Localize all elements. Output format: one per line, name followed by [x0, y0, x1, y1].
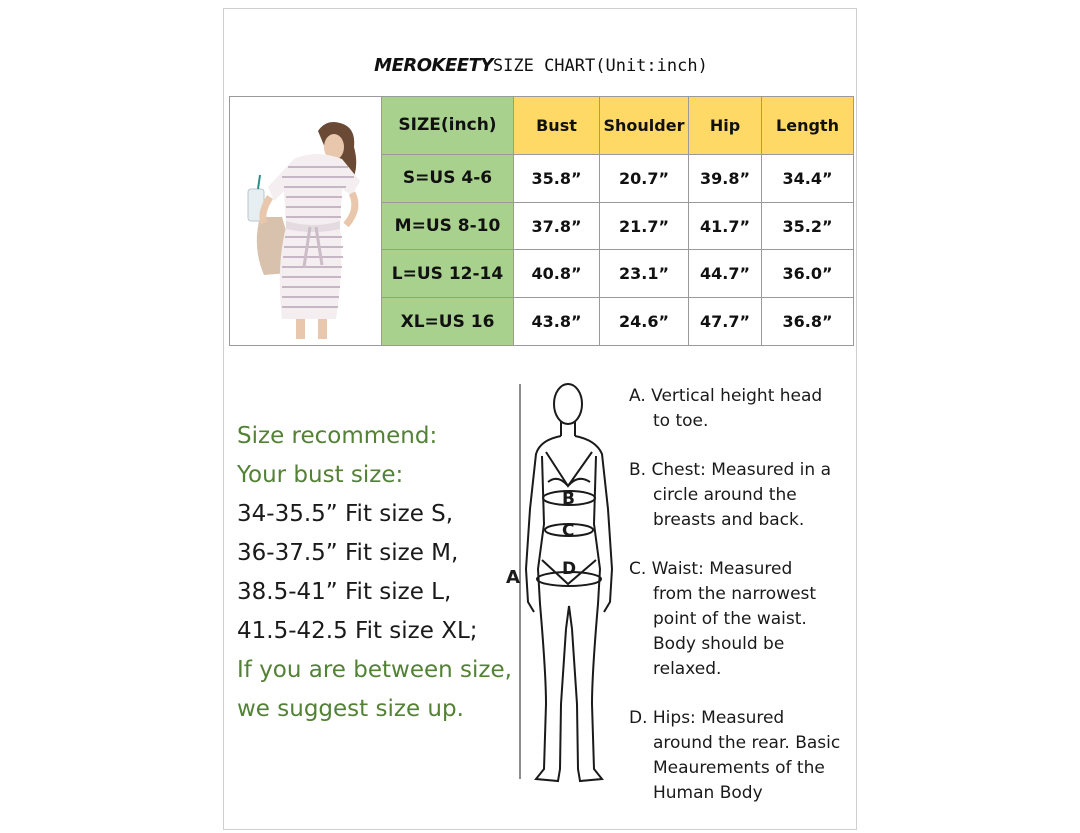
header-size: SIZE(inch)	[382, 97, 514, 155]
size-recommendation	[237, 417, 512, 729]
brand-name: MEROKEETY	[374, 55, 493, 76]
header-length: Length	[762, 97, 854, 155]
header-hip: Hip	[689, 97, 762, 155]
size-cell: XL=US 16	[382, 298, 514, 346]
shoulder-cell: 20.7”	[600, 154, 689, 202]
recommend-line-xl: 41.5-42.5 Fit size XL;	[237, 618, 478, 644]
dress-model-image	[230, 97, 381, 341]
hip-cell: 47.7”	[689, 298, 762, 346]
recommend-heading: Size recommend:	[237, 423, 438, 449]
bust-cell: 35.8”	[514, 154, 600, 202]
body-measurement-figure	[506, 374, 626, 794]
title-text: SIZE CHART(Unit:inch)	[492, 56, 708, 76]
hip-cell: 41.7”	[689, 202, 762, 250]
product-photo	[230, 97, 382, 346]
label-c: C	[562, 521, 575, 541]
size-cell: M=US 8-10	[382, 202, 514, 250]
size-chart-sheet	[223, 8, 857, 830]
header-shoulder: Shoulder	[600, 97, 689, 155]
size-cell: L=US 12-14	[382, 250, 514, 298]
hip-cell: 44.7”	[689, 250, 762, 298]
recommend-size-up-note: we suggest size up.	[237, 696, 464, 722]
bust-cell: 40.8”	[514, 250, 600, 298]
recommend-line-m: 36-37.5” Fit size M,	[237, 540, 459, 566]
recommend-subheading: Your bust size:	[237, 462, 404, 488]
chart-title	[224, 55, 858, 77]
note-d: D. Hips: Measured around the rear. Basic Meaurements of the Human Body	[629, 708, 841, 803]
recommend-line-s: 34-35.5” Fit size S,	[237, 501, 454, 527]
length-cell: 36.8”	[762, 298, 854, 346]
measurement-notes	[629, 384, 854, 830]
length-cell: 36.0”	[762, 250, 854, 298]
shoulder-cell: 23.1”	[600, 250, 689, 298]
recommend-between-note: If you are between size,	[237, 657, 512, 683]
size-cell: S=US 4-6	[382, 154, 514, 202]
shoulder-cell: 21.7”	[600, 202, 689, 250]
bust-cell: 37.8”	[514, 202, 600, 250]
header-bust: Bust	[514, 97, 600, 155]
bust-cell: 43.8”	[514, 298, 600, 346]
recommend-line-l: 38.5-41” Fit size L,	[237, 579, 452, 605]
shoulder-cell: 24.6”	[600, 298, 689, 346]
label-b: B	[562, 489, 575, 509]
label-a: A	[506, 567, 520, 588]
label-d: D	[562, 559, 577, 579]
length-cell: 34.4”	[762, 154, 854, 202]
note-c: C. Waist: Measured from the narrowest point of the waist. Body should be relaxed.	[629, 559, 817, 679]
hip-cell: 39.8”	[689, 154, 762, 202]
note-b: B. Chest: Measured in a circle around the breasts and back.	[629, 460, 831, 530]
note-a: A. Vertical height head to toe.	[629, 386, 823, 431]
size-table	[229, 96, 854, 346]
length-cell: 35.2”	[762, 202, 854, 250]
